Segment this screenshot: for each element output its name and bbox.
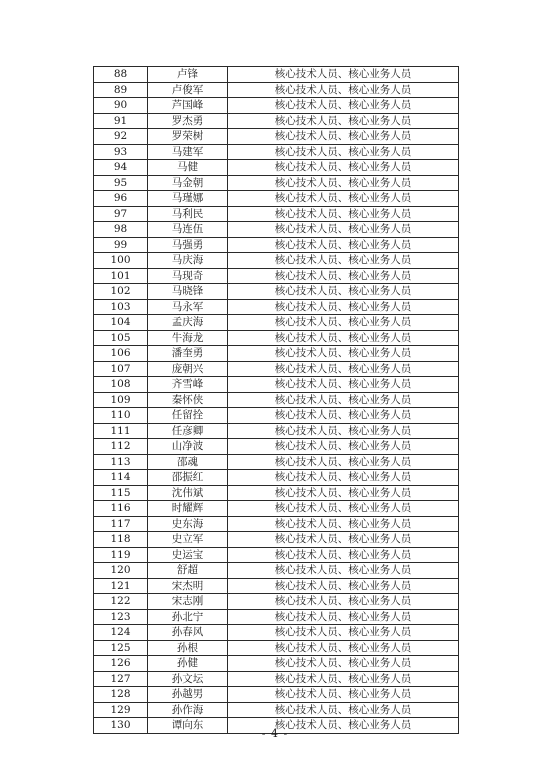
row-number-cell: 96: [94, 191, 148, 207]
row-number-cell: 116: [94, 501, 148, 517]
person-name-cell: 孙越男: [148, 687, 228, 703]
row-number-cell: 103: [94, 299, 148, 315]
person-name-cell: 马金朝: [148, 175, 228, 191]
row-number-cell: 124: [94, 625, 148, 641]
table-row: [94, 191, 459, 207]
row-number-cell: 98: [94, 222, 148, 238]
row-number-cell: 118: [94, 532, 148, 548]
role-cell: 核心技术人员、核心业务人员: [228, 656, 459, 672]
person-name-cell: 宋志刚: [148, 594, 228, 610]
table-row: [94, 563, 459, 579]
table-row: [94, 268, 459, 284]
row-number-cell: 108: [94, 377, 148, 393]
page-number: - 4 -: [261, 727, 289, 740]
table-row: [94, 408, 459, 424]
row-number-cell: 91: [94, 113, 148, 129]
row-number-cell: 106: [94, 346, 148, 362]
person-name-cell: 孙文坛: [148, 671, 228, 687]
row-number-cell: 94: [94, 160, 148, 176]
person-name-cell: 马晓锋: [148, 284, 228, 300]
person-name-cell: 马庆海: [148, 253, 228, 269]
table-row: [94, 377, 459, 393]
role-cell: 核心技术人员、核心业务人员: [228, 144, 459, 160]
person-name-cell: 孙作海: [148, 702, 228, 718]
table-row: [94, 609, 459, 625]
role-cell: 核心技术人员、核心业务人员: [228, 702, 459, 718]
role-cell: 核心技术人员、核心业务人员: [228, 423, 459, 439]
person-name-cell: 马利民: [148, 206, 228, 222]
role-cell: 核心技术人员、核心业务人员: [228, 206, 459, 222]
person-name-cell: 卢俊军: [148, 82, 228, 98]
row-number-cell: 97: [94, 206, 148, 222]
person-name-cell: 史立军: [148, 532, 228, 548]
person-name-cell: 山净波: [148, 439, 228, 455]
person-name-cell: 马建军: [148, 144, 228, 160]
role-cell: 核心技术人员、核心业务人员: [228, 687, 459, 703]
table-row: [94, 470, 459, 486]
row-number-cell: 122: [94, 594, 148, 610]
person-name-cell: 马现奇: [148, 268, 228, 284]
role-cell: 核心技术人员、核心业务人员: [228, 532, 459, 548]
role-cell: 核心技术人员、核心业务人员: [228, 175, 459, 191]
table-row: [94, 547, 459, 563]
role-cell: 核心技术人员、核心业务人员: [228, 439, 459, 455]
role-cell: 核心技术人员、核心业务人员: [228, 346, 459, 362]
table-row: [94, 67, 459, 83]
table-row: [94, 702, 459, 718]
table-row: [94, 315, 459, 331]
role-cell: 核心技术人员、核心业务人员: [228, 160, 459, 176]
table-row: [94, 129, 459, 145]
role-cell: 核心技术人员、核心业务人员: [228, 470, 459, 486]
role-cell: 核心技术人员、核心业务人员: [228, 315, 459, 331]
table-row: [94, 532, 459, 548]
person-name-cell: 马永军: [148, 299, 228, 315]
role-cell: 核心技术人员、核心业务人员: [228, 222, 459, 238]
table-row: [94, 175, 459, 191]
person-name-cell: 史东海: [148, 516, 228, 532]
person-name-cell: 孙根: [148, 640, 228, 656]
role-cell: 核心技术人员、核心业务人员: [228, 361, 459, 377]
personnel-table-body: [94, 67, 459, 734]
role-cell: 核心技术人员、核心业务人员: [228, 98, 459, 114]
table-row: [94, 361, 459, 377]
role-cell: 核心技术人员、核心业务人员: [228, 594, 459, 610]
row-number-cell: 107: [94, 361, 148, 377]
person-name-cell: 时耀辉: [148, 501, 228, 517]
table-row: [94, 222, 459, 238]
table-row: [94, 501, 459, 517]
row-number-cell: 130: [94, 718, 148, 734]
person-name-cell: 马健: [148, 160, 228, 176]
row-number-cell: 90: [94, 98, 148, 114]
table-row: [94, 439, 459, 455]
row-number-cell: 125: [94, 640, 148, 656]
row-number-cell: 109: [94, 392, 148, 408]
row-number-cell: 113: [94, 454, 148, 470]
person-name-cell: 任留拴: [148, 408, 228, 424]
role-cell: 核心技术人员、核心业务人员: [228, 330, 459, 346]
person-name-cell: 孟庆海: [148, 315, 228, 331]
person-name-cell: 牛海龙: [148, 330, 228, 346]
role-cell: 核心技术人员、核心业务人员: [228, 578, 459, 594]
row-number-cell: 110: [94, 408, 148, 424]
role-cell: 核心技术人员、核心业务人员: [228, 253, 459, 269]
role-cell: 核心技术人员、核心业务人员: [228, 625, 459, 641]
row-number-cell: 88: [94, 67, 148, 83]
person-name-cell: 孙健: [148, 656, 228, 672]
role-cell: 核心技术人员、核心业务人员: [228, 547, 459, 563]
person-name-cell: 马连伍: [148, 222, 228, 238]
row-number-cell: 104: [94, 315, 148, 331]
table-row: [94, 656, 459, 672]
role-cell: 核心技术人员、核心业务人员: [228, 516, 459, 532]
row-number-cell: 112: [94, 439, 148, 455]
table-row: [94, 454, 459, 470]
row-number-cell: 99: [94, 237, 148, 253]
role-cell: 核心技术人员、核心业务人员: [228, 67, 459, 83]
person-name-cell: 孙春风: [148, 625, 228, 641]
role-cell: 核心技术人员、核心业务人员: [228, 640, 459, 656]
role-cell: 核心技术人员、核心业务人员: [228, 671, 459, 687]
role-cell: 核心技术人员、核心业务人员: [228, 299, 459, 315]
person-name-cell: 宋杰明: [148, 578, 228, 594]
table-row: [94, 330, 459, 346]
person-name-cell: 芦国峰: [148, 98, 228, 114]
person-name-cell: 沈伟斌: [148, 485, 228, 501]
table-row: [94, 253, 459, 269]
person-name-cell: 邵魂: [148, 454, 228, 470]
table-row: [94, 284, 459, 300]
person-name-cell: 秦怀侠: [148, 392, 228, 408]
person-name-cell: 齐雪峰: [148, 377, 228, 393]
row-number-cell: 119: [94, 547, 148, 563]
row-number-cell: 120: [94, 563, 148, 579]
role-cell: 核心技术人员、核心业务人员: [228, 392, 459, 408]
role-cell: 核心技术人员、核心业务人员: [228, 284, 459, 300]
table-row: [94, 640, 459, 656]
person-name-cell: 邵振红: [148, 470, 228, 486]
table-row: [94, 578, 459, 594]
role-cell: 核心技术人员、核心业务人员: [228, 268, 459, 284]
row-number-cell: 128: [94, 687, 148, 703]
table-row: [94, 516, 459, 532]
person-name-cell: 史运宝: [148, 547, 228, 563]
table-row: [94, 113, 459, 129]
table-row: [94, 98, 459, 114]
person-name-cell: 潘奎勇: [148, 346, 228, 362]
table-row: [94, 160, 459, 176]
table-row: [94, 625, 459, 641]
role-cell: 核心技术人员、核心业务人员: [228, 82, 459, 98]
row-number-cell: 89: [94, 82, 148, 98]
table-row: [94, 346, 459, 362]
row-number-cell: 102: [94, 284, 148, 300]
row-number-cell: 93: [94, 144, 148, 160]
role-cell: 核心技术人员、核心业务人员: [228, 609, 459, 625]
person-name-cell: 舒超: [148, 563, 228, 579]
row-number-cell: 126: [94, 656, 148, 672]
role-cell: 核心技术人员、核心业务人员: [228, 485, 459, 501]
row-number-cell: 115: [94, 485, 148, 501]
row-number-cell: 105: [94, 330, 148, 346]
person-name-cell: 孙北宁: [148, 609, 228, 625]
person-name-cell: 庞朝兴: [148, 361, 228, 377]
table-row: [94, 671, 459, 687]
row-number-cell: 117: [94, 516, 148, 532]
person-name-cell: 谭向东: [148, 718, 228, 734]
role-cell: 核心技术人员、核心业务人员: [228, 129, 459, 145]
person-name-cell: 卢锋: [148, 67, 228, 83]
role-cell: 核心技术人员、核心业务人员: [228, 501, 459, 517]
personnel-table: [93, 66, 459, 734]
row-number-cell: 100: [94, 253, 148, 269]
role-cell: 核心技术人员、核心业务人员: [228, 408, 459, 424]
table-row: [94, 144, 459, 160]
table-row: [94, 82, 459, 98]
table-row: [94, 423, 459, 439]
table-row: [94, 206, 459, 222]
role-cell: 核心技术人员、核心业务人员: [228, 454, 459, 470]
person-name-cell: 罗杰勇: [148, 113, 228, 129]
table-row: [94, 594, 459, 610]
role-cell: 核心技术人员、核心业务人员: [228, 237, 459, 253]
role-cell: 核心技术人员、核心业务人员: [228, 191, 459, 207]
role-cell: 核心技术人员、核心业务人员: [228, 113, 459, 129]
row-number-cell: 123: [94, 609, 148, 625]
table-row: [94, 299, 459, 315]
person-name-cell: 罗荣树: [148, 129, 228, 145]
table-row: [94, 485, 459, 501]
row-number-cell: 101: [94, 268, 148, 284]
row-number-cell: 92: [94, 129, 148, 145]
person-name-cell: 马瑾娜: [148, 191, 228, 207]
table-row: [94, 392, 459, 408]
table-row: [94, 237, 459, 253]
person-name-cell: 任彦卿: [148, 423, 228, 439]
row-number-cell: 127: [94, 671, 148, 687]
table-row: [94, 687, 459, 703]
row-number-cell: 121: [94, 578, 148, 594]
role-cell: 核心技术人员、核心业务人员: [228, 718, 459, 734]
role-cell: 核心技术人员、核心业务人员: [228, 563, 459, 579]
row-number-cell: 114: [94, 470, 148, 486]
row-number-cell: 95: [94, 175, 148, 191]
person-name-cell: 马强勇: [148, 237, 228, 253]
role-cell: 核心技术人员、核心业务人员: [228, 377, 459, 393]
row-number-cell: 129: [94, 702, 148, 718]
row-number-cell: 111: [94, 423, 148, 439]
